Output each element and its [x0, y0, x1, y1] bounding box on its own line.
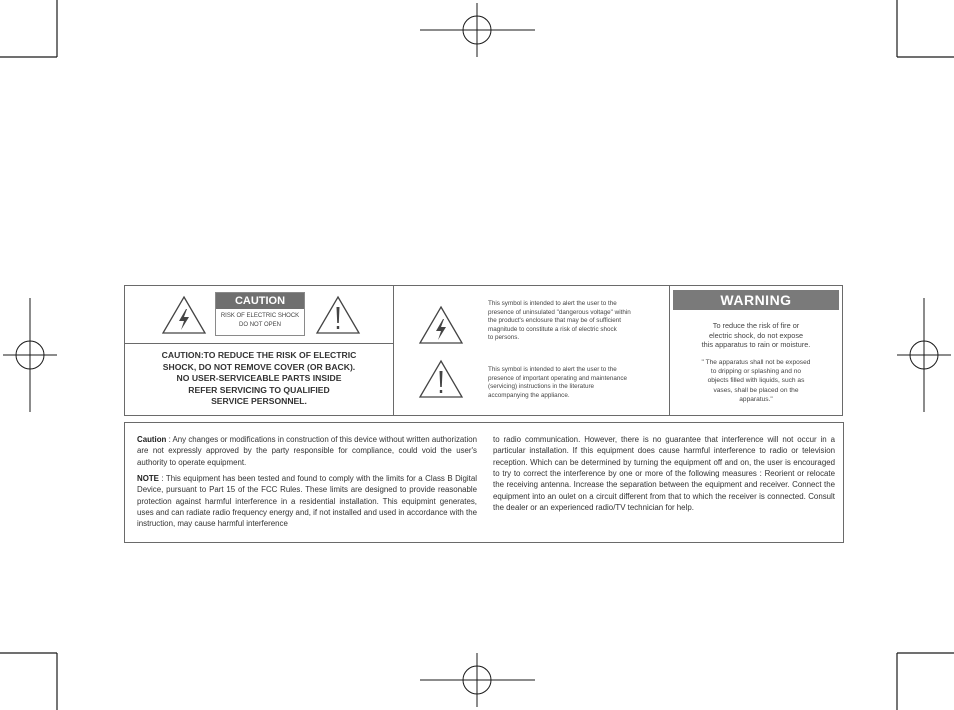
fcc-caution-paragraph [137, 434, 477, 468]
lightning-warning-icon [161, 295, 207, 335]
registration-mark-top [420, 3, 535, 57]
registration-mark-right [897, 298, 951, 412]
caution-label-box [215, 292, 305, 336]
fcc-left-column [137, 434, 477, 530]
exclamation-warning-icon [315, 295, 361, 335]
caution-symbols-row [125, 286, 393, 344]
symbol-explanations [394, 286, 670, 415]
warning-text: To reduce the risk of fire or electric shock, do not expose this apparatus to rain or moisture. [701, 321, 811, 350]
caution-label: CAUTION [216, 293, 304, 309]
fcc-right-column [493, 434, 835, 513]
fcc-interference-paragraph: to radio communication. However, there is no guarantee that interference will not occur in a particular installation. If this equipment does cause harmful interference to radio or television reception. Which can be determined by turning the equipment off and on, the user is encouraged to try to correct the interference by one or more of the following measures : Reorient or relocate the receiving antenna. Increase the separation between the equipment and receiver. Connect the equipment into an oulet on a circuit different from that to which the receiver is connected. Consult the dealer or an experienced radio/TV technician for help. [493, 435, 835, 513]
fcc-caution-label: Caution [137, 435, 167, 444]
fcc-note-paragraph [137, 473, 477, 530]
warning-title: WARNING [673, 290, 839, 310]
warning-section [670, 286, 842, 415]
fcc-note-label: NOTE [137, 474, 159, 484]
registration-mark-bottom [420, 653, 535, 707]
fcc-note-text: : This equipment has been tested and found to comply with the limits for a Class B Digital Device, pursuant to Part 15 of the FCC Rules. These limits are designed to provide reasonable protection against harmful interference in a residential installation. This equipmint generates, uses and can radiate radio frequency energy and, if not installed and used in accordance with the instruction, may cause harmful interference [137, 474, 477, 529]
caution-instructions: CAUTION:TO REDUCE THE RISK OF ELECTRIC SHOCK, DO NOT REMOVE COVER (OR BACK). NO USER-SERVICEABLE PARTS INSIDE REFER SERVICING TO QUALIFIED SERVICE PERSONNEL. [161, 350, 357, 406]
fcc-compliance-panel [124, 422, 844, 543]
registration-mark-left [3, 298, 57, 412]
lightning-symbol-description: This symbol is intended to alert the user to the presence of uninsulated "dangerous voltage" within the product's enclosure that may be of sufficient magnitude to constitute a risk of electric shock to persons. [488, 300, 631, 342]
warning-note: " The apparatus shall not be exposed to dripping or splashing and no objects filled with liquids, such as vases, shall be placed on the apparatus." [701, 359, 811, 403]
caution-sublabel: RISK OF ELECTRIC SHOCK DO NOT OPEN [220, 313, 300, 328]
caution-section [125, 286, 394, 415]
lightning-symbol-icon [418, 305, 464, 345]
exclamation-symbol-description: This symbol is intended to alert the user to the presence of important operating and maintenance (servicing) instructions in the literature accompanying the appliance. [488, 366, 627, 399]
safety-warning-panel [124, 285, 843, 416]
fcc-caution-text: : Any changes or modifications in construction of this device without written authorization are not expressly approved by the party responsible for compliance, could void the user's authority to operate equipment. [137, 435, 477, 467]
exclamation-symbol-icon [418, 359, 464, 399]
